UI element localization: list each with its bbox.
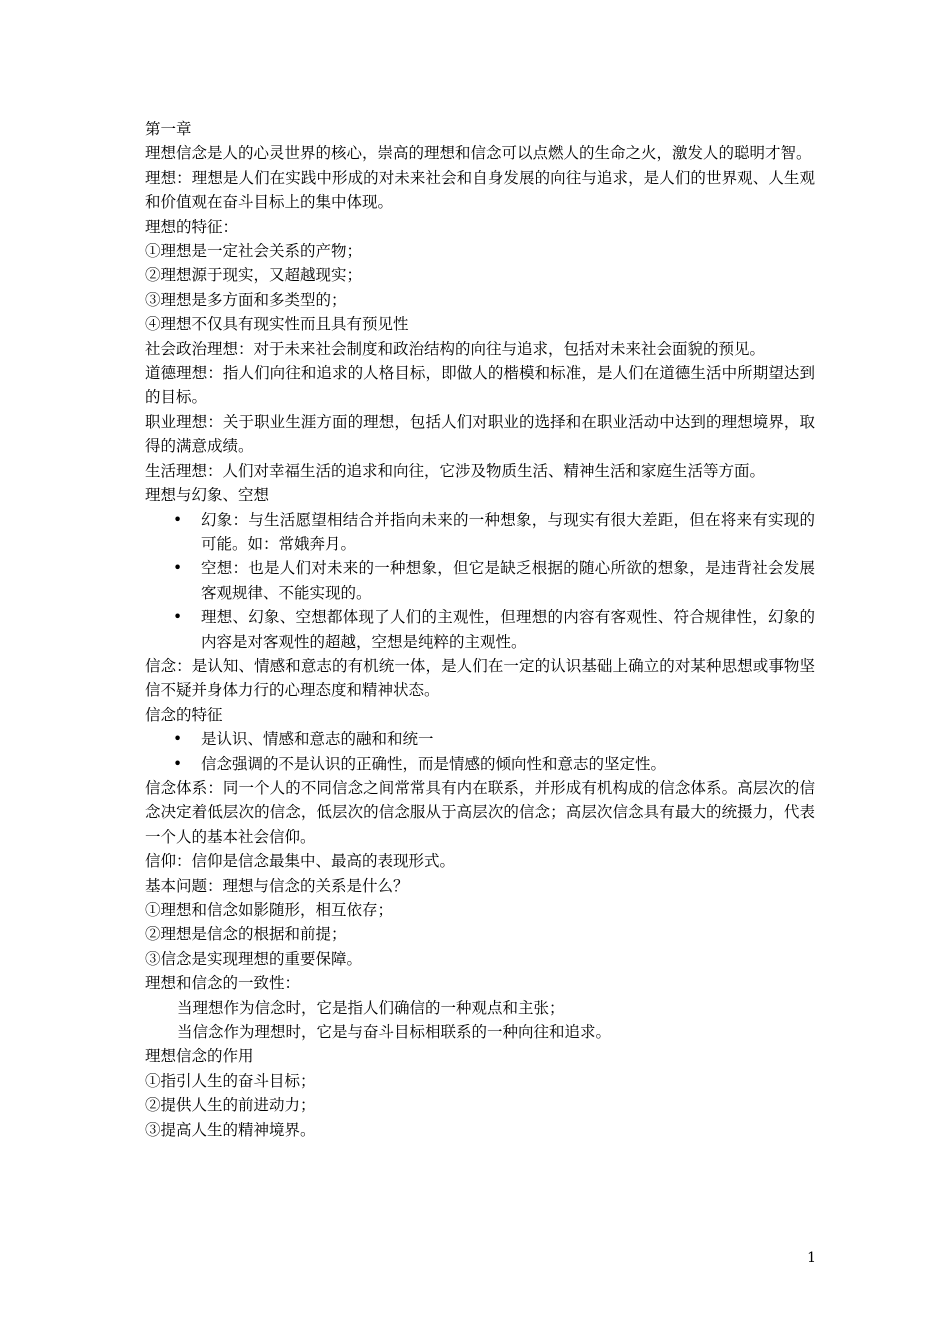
list-item-text: 信念强调的不是认识的正确性，而是情感的倾向性和意志的坚定性。 [201, 754, 667, 773]
ideal-feature-item: ③理想是多方面和多类型的； [145, 290, 347, 309]
belief-system-paragraph: 信念体系：同一个人的不同信念之间常常具有内在联系，并形成有机构成的信念体系。高层次的信念决定着低层次的信念，低层次的信念服从于高层次的信念；高层次信念具有最大的统摄力，代表一个人的基本社会信仰。 [145, 778, 815, 846]
intro-paragraph: 理想信念是人的心灵世界的核心，崇高的理想和信念可以点燃人的生命之火，激发人的聪明才智。 [145, 144, 812, 163]
ideal-features-title: 理想的特征： [145, 217, 239, 236]
belief-features-title: 信念的特征 [145, 705, 223, 724]
basic-question: 基本问题：理想与信念的关系是什么？ [145, 876, 409, 895]
consistency-item: 当信念作为理想时，它是与奋斗目标相联系的一种向往和追求。 [177, 1023, 612, 1042]
bullet-icon: • [173, 608, 183, 627]
faith-paragraph: 信仰：信仰是信念最集中、最高的表现形式。 [145, 852, 456, 871]
ideal-feature-item: ④理想不仅具有现实性而且具有预见性 [145, 315, 409, 334]
role-item: ①指引人生的奋斗目标； [145, 1071, 316, 1090]
role-title: 理想信念的作用 [145, 1047, 254, 1066]
document-body [145, 117, 815, 1142]
bullet-icon: • [173, 559, 183, 578]
bullet-icon: • [173, 510, 183, 529]
list-item [145, 752, 815, 776]
relation-item: ①理想和信念如影随形，相互依存； [145, 901, 394, 919]
list-item-text: 空想：也是人们对未来的一种想象，但它是缺乏根据的随心所欲的想象，是违背社会发展客观规律、不能实现的。 [201, 559, 815, 602]
page-number: 1 [807, 1250, 816, 1266]
bullet-icon: • [173, 730, 183, 749]
ideal-type-life: 生活理想：人们对幸福生活的追求和向往，它涉及物质生活、精神生活和家庭生活等方面。 [145, 461, 766, 480]
consistency-title: 理想和信念的一致性： [145, 974, 301, 993]
ideal-feature-item: ①理想是一定社会关系的产物； [145, 242, 363, 261]
ideal-type-career: 职业理想：关于职业生涯方面的理想，包括人们对职业的选择和在职业活动中达到的理想境界，取得的满意成绩。 [145, 412, 815, 456]
role-item: ③提高人生的精神境界。 [145, 1120, 316, 1139]
ideal-feature-item: ②理想源于现实，又超越现实； [145, 266, 363, 285]
ideal-type-moral: 道德理想：指人们向往和追求的人格目标，即做人的楷模和标准，是人们在道德生活中所期望达到的目标。 [145, 364, 815, 407]
list-item [145, 556, 815, 605]
role-item: ②提供人生的前进动力； [145, 1096, 316, 1115]
belief-definition: 信念：是认知、情感和意志的有机统一体，是人们在一定的认识基础上确立的对某种思想或事物坚信不疑并身体力行的心理态度和精神状态。 [145, 656, 815, 700]
belief-bullet-list [145, 727, 815, 776]
relation-item: ②理想是信念的根据和前提； [145, 925, 347, 944]
list-item-text: 幻象：与生活愿望相结合并指向未来的一种想象，与现实有很大差距，但在将来有实现的可能。如：常娥奔月。 [201, 510, 815, 553]
consistency-item: 当理想作为信念时，它是指人们确信的一种观点和主张； [177, 998, 565, 1017]
ideal-type-social-political: 社会政治理想：对于未来社会制度和政治结构的向往与追求，包括对未来社会面貌的预见。 [145, 339, 766, 358]
ideal-definition: 理想：理想是人们在实践中形成的对未来社会和自身发展的向往与追求，是人们的世界观、人生观和价值观在奋斗目标上的集中体现。 [145, 168, 815, 212]
list-item-text: 是认识、情感和意志的融和和统一 [201, 730, 434, 749]
list-item-text: 理想、幻象、空想都体现了人们的主观性，但理想的内容有客观性、符合规律性，幻象的内容是对客观性的超越，空想是纯粹的主观性。 [201, 608, 815, 651]
relation-item: ③信念是实现理想的重要保障。 [145, 949, 363, 968]
bullet-icon: • [173, 754, 183, 773]
list-item [145, 727, 815, 751]
list-item [145, 508, 815, 557]
fantasy-bullet-list [145, 508, 815, 654]
list-item [145, 605, 815, 654]
fantasy-section-title: 理想与幻象、空想 [145, 486, 270, 505]
chapter-heading: 第一章 [145, 120, 192, 138]
